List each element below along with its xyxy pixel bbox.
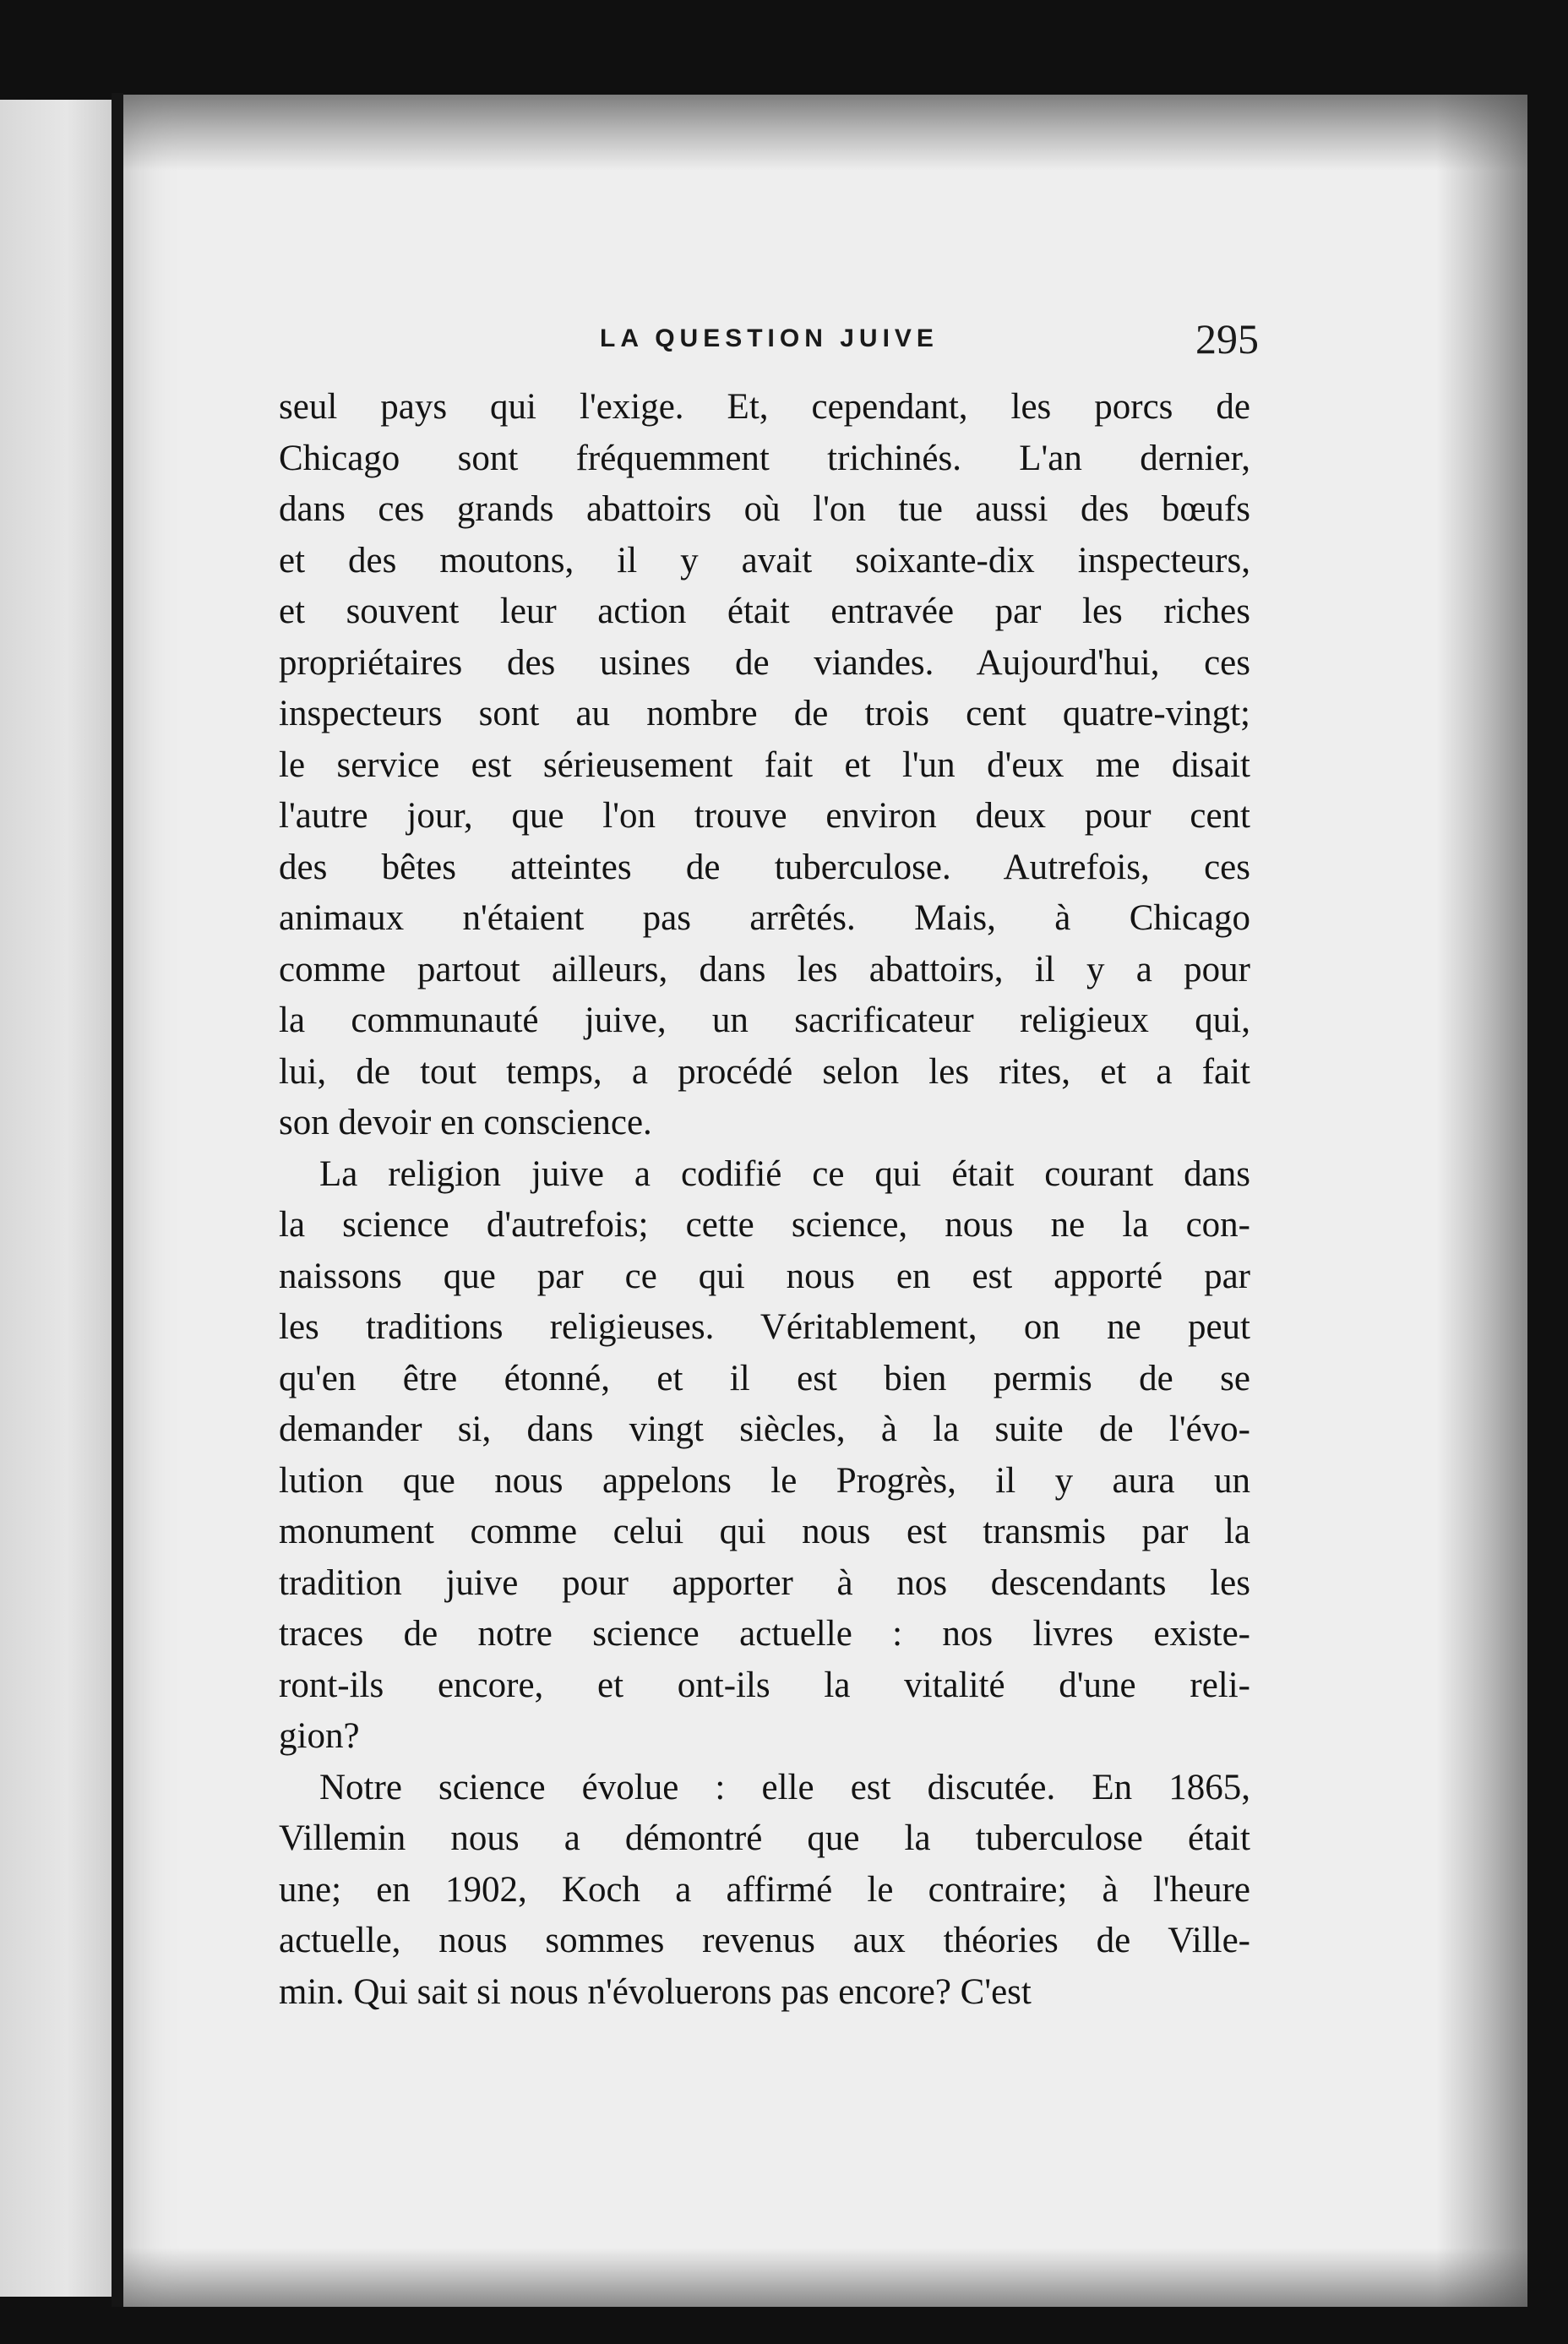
text-line: naissons que par ce qui nous en est apporté par — [279, 1256, 1250, 1296]
text-line: et des moutons, il y avait soixante-dix inspecteurs, — [279, 540, 1250, 581]
adjacent-page-edge — [0, 100, 112, 2297]
text-line: Villemin nous a démontré que la tuberculose était — [279, 1818, 1250, 1858]
text-line: les traditions religieuses. Véritablement, on ne peut — [279, 1307, 1250, 1347]
paragraph — [279, 1149, 1250, 1763]
body-text — [279, 382, 1250, 2018]
text-line: comme partout ailleurs, dans les abattoirs, il y a pour — [279, 949, 1250, 989]
text-line: traces de notre science actuelle : nos livres existe- — [279, 1614, 1250, 1654]
text-line: dans ces grands abattoirs où l'on tue aussi des bœufs — [279, 489, 1250, 529]
text-line: et souvent leur action était entravée par les riches — [279, 591, 1250, 631]
page-shadow-right — [1436, 95, 1527, 2307]
text-line: Notre science évolue : elle est discutée. En 1865, — [319, 1767, 1250, 1807]
paragraph — [279, 382, 1250, 1149]
text-line: propriétaires des usines de viandes. Aujourd'hui, ces — [279, 642, 1250, 683]
text-line: la communauté juive, un sacrificateur religieux qui, — [279, 1000, 1250, 1040]
text-line: la science d'autrefois; cette science, nous ne la con- — [279, 1205, 1250, 1245]
page-gutter — [112, 93, 123, 2307]
page-shadow-bottom — [123, 2248, 1527, 2307]
text-line: ront-ils encore, et ont-ils la vitalité d'une reli- — [279, 1665, 1250, 1705]
text-line: des bêtes atteintes de tuberculose. Autrefois, ces — [279, 847, 1250, 887]
text-line: inspecteurs sont au nombre de trois cent quatre-vingt; — [279, 694, 1250, 733]
text-line: qu'en être étonné, et il est bien permis de se — [279, 1358, 1250, 1398]
text-line: l'autre jour, que l'on trouve environ deux pour cent — [279, 796, 1250, 836]
page-shadow-top — [123, 95, 1527, 171]
text-line: La religion juive a codifié ce qui était courant dans — [319, 1153, 1250, 1194]
text-line: une; en 1902, Koch a affirmé le contraire; à l'heure — [279, 1869, 1250, 1910]
running-head — [279, 314, 1259, 365]
text-line: lui, de tout temps, a procédé selon les rites, et a fait — [279, 1051, 1250, 1092]
text-line: min. Qui sait si nous n'évoluerons pas encore? C'est — [279, 1971, 1032, 2012]
text-line: actuelle, nous sommes revenus aux théories de Ville- — [279, 1921, 1250, 1960]
page-number: 295 — [1195, 315, 1259, 363]
text-line: gion? — [279, 1716, 360, 1756]
text-line: lution que nous appelons le Progrès, il y aura un — [279, 1460, 1250, 1501]
text-line: le service est sérieusement fait et l'un d'eux me disait — [279, 744, 1250, 785]
text-line: monument comme celui qui nous est transmis par la — [279, 1512, 1250, 1551]
text-line: son devoir en conscience. — [279, 1103, 652, 1142]
text-line: tradition juive pour apporter à nos descendants les — [279, 1562, 1250, 1603]
text-line: animaux n'étaient pas arrêtés. Mais, à Chicago — [279, 898, 1250, 938]
text-line: demander si, dans vingt siècles, à la suite de l'évo- — [279, 1409, 1250, 1449]
text-line: seul pays qui l'exige. Et, cependant, les porcs de — [279, 387, 1250, 427]
paragraph — [279, 1763, 1250, 2019]
text-line: Chicago sont fréquemment trichinés. L'an dernier, — [279, 438, 1250, 478]
running-title: LA QUESTION JUIVE — [600, 324, 939, 352]
